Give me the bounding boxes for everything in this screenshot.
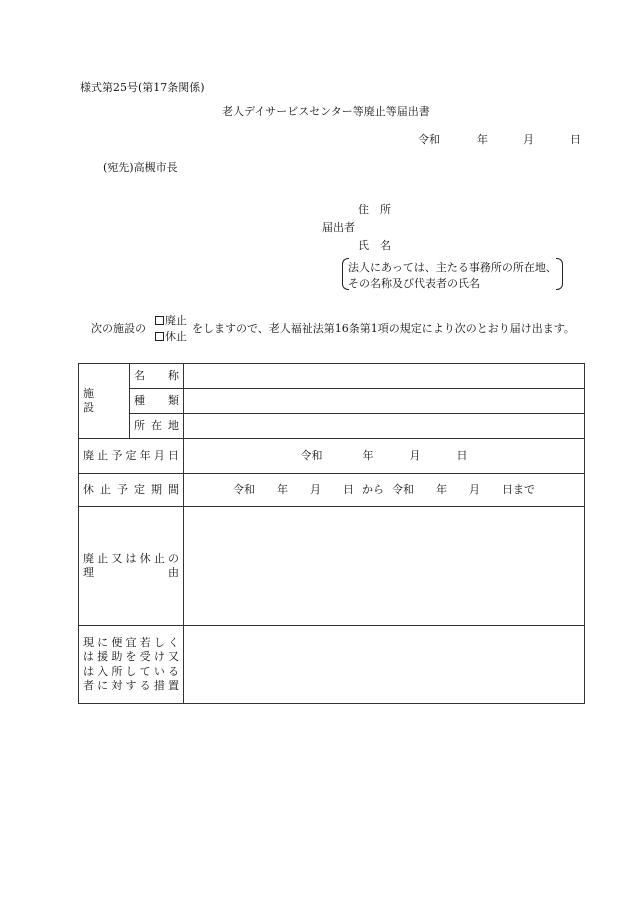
- suspension-from-day: 日: [343, 482, 354, 496]
- measures-label-line2: は援助を受け又: [83, 650, 179, 664]
- suspension-to-year: 年: [436, 482, 447, 496]
- addressee: (宛先)高槻市長: [103, 161, 178, 174]
- corporate-note-line2: その名称及び代表者の氏名: [348, 277, 480, 290]
- name-label: 氏 名: [358, 239, 391, 252]
- facility-location-label: 所在地: [130, 414, 184, 439]
- facility-type-field[interactable]: [184, 389, 585, 414]
- suspension-from-era: 令和: [233, 482, 255, 496]
- measures-field[interactable]: [184, 626, 585, 704]
- abolition-date-label: 廃止予定年月日: [79, 439, 184, 474]
- suspension-checkbox[interactable]: [155, 332, 164, 341]
- suspension-period-label: 休止予定期間: [79, 474, 184, 507]
- suspension-to-era: 令和: [392, 482, 414, 496]
- measures-label-line3: は入所している: [83, 664, 179, 678]
- address-label: 住 所: [358, 203, 391, 216]
- measures-label-line1: 現に便宜若しく: [83, 635, 179, 649]
- date-day: 日: [570, 133, 581, 146]
- suspension-to-month: 月: [469, 482, 480, 496]
- right-bracket: [556, 258, 563, 290]
- date-era: 令和: [418, 133, 440, 146]
- abolition-date-day: 日: [456, 448, 468, 462]
- facility-name-label: 名 称: [130, 364, 184, 389]
- facility-name-field[interactable]: [184, 364, 585, 389]
- document-title: 老人デイサービスセンター等廃止等届出書: [222, 105, 430, 118]
- reason-label-line2: 理 由: [83, 566, 179, 579]
- measures-label-line4: 者に対する措置: [83, 678, 179, 692]
- measures-label: [79, 626, 184, 704]
- form-number: 様式第25号(第17条関係): [80, 81, 205, 94]
- reason-label: [79, 507, 184, 626]
- notification-form-table: [78, 363, 585, 704]
- abolition-date-year: 年: [362, 448, 374, 462]
- date-year: 年: [477, 133, 488, 146]
- abolition-checkbox[interactable]: [155, 316, 164, 325]
- facility-type-label: 種 類: [130, 389, 184, 414]
- suspension-from-year: 年: [277, 482, 288, 496]
- abolition-date-era: 令和: [300, 448, 323, 462]
- statement-suffix: をしますので、老人福祉法第16条第1項の規定により次のとおり届け出ます。: [192, 322, 575, 335]
- reason-field[interactable]: [184, 507, 585, 626]
- suspension-option-label: 休止: [165, 330, 187, 343]
- corporate-note-line1: 法人にあっては、主たる事務所の所在地、: [348, 261, 557, 274]
- date-month: 月: [523, 133, 534, 146]
- abolition-date-field[interactable]: [184, 439, 585, 474]
- suspension-from-word: から: [362, 482, 384, 496]
- suspension-period-field[interactable]: [184, 474, 585, 507]
- applicant-label: 届出者: [322, 221, 355, 234]
- facility-label: 施 設: [79, 364, 130, 439]
- abolition-date-month: 月: [409, 448, 421, 462]
- suspension-from-month: 月: [310, 482, 321, 496]
- reason-label-line1: 廃止又は休止の: [83, 551, 179, 565]
- statement-prefix: 次の施設の: [91, 322, 146, 335]
- abolition-option-label: 廃止: [165, 314, 187, 327]
- suspension-to-day: 日まで: [502, 482, 535, 496]
- facility-location-field[interactable]: [184, 414, 585, 439]
